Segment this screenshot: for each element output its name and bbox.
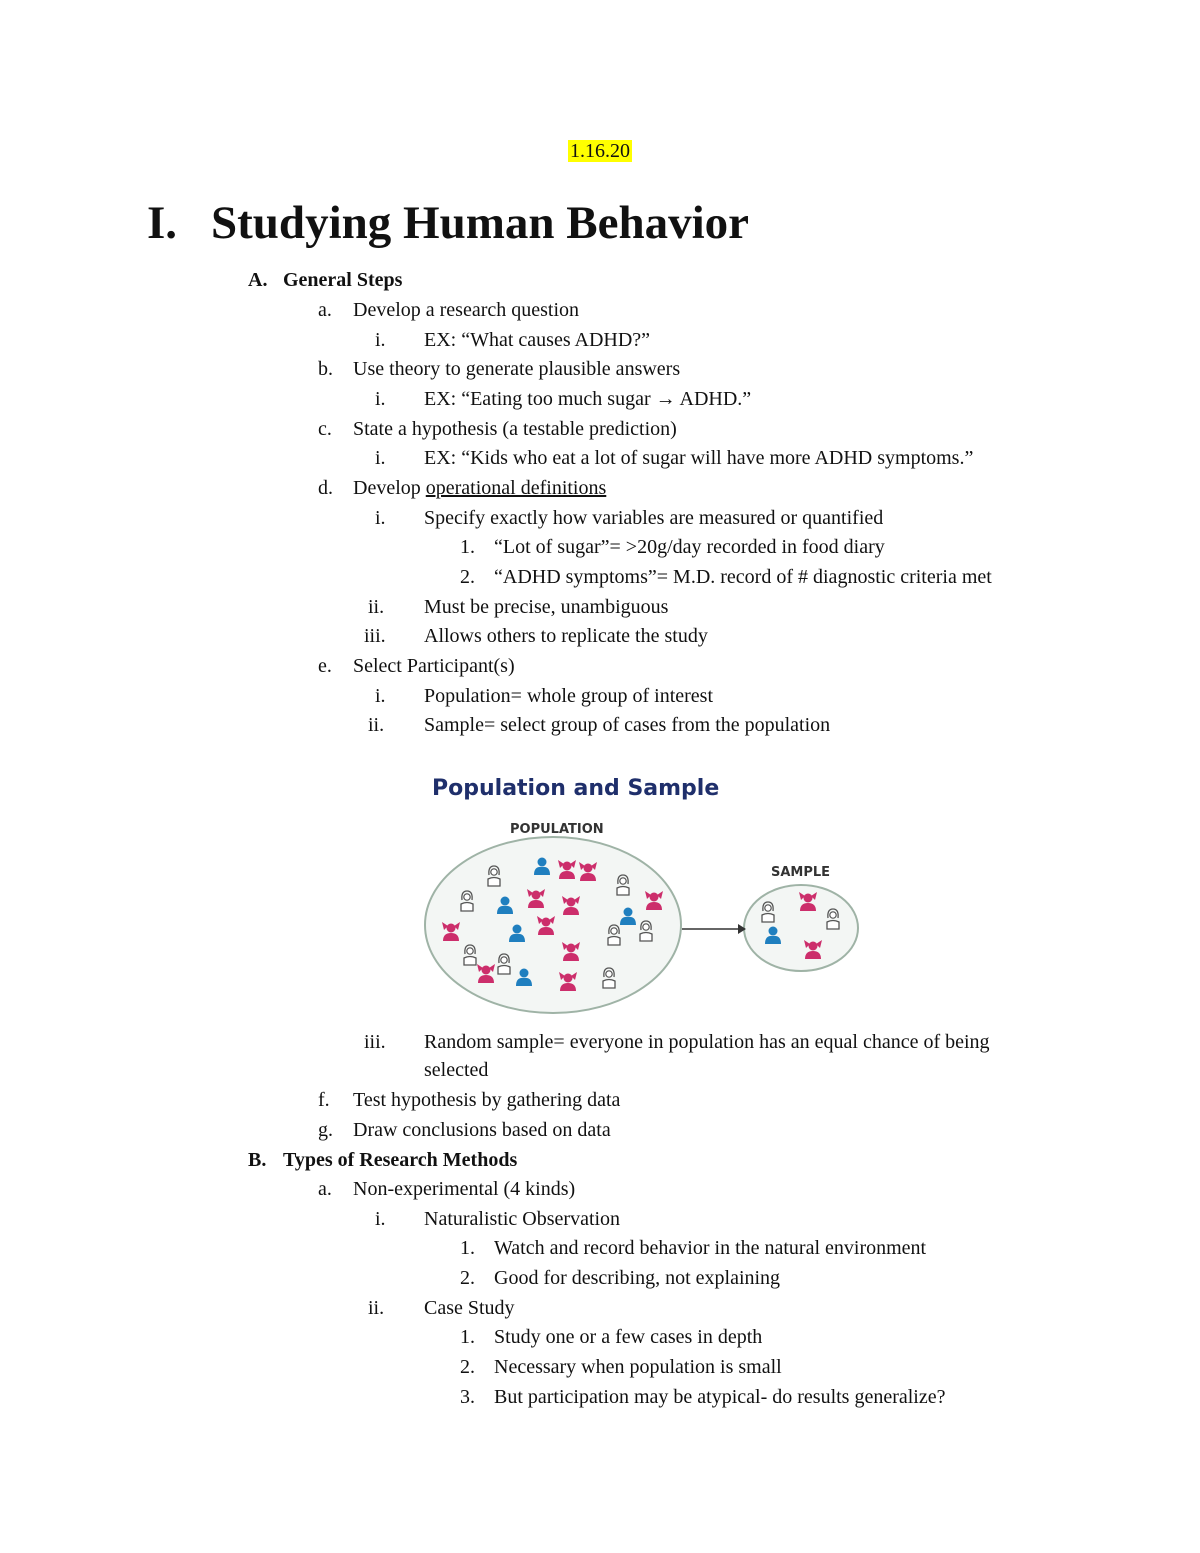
outline-item-B-a-i-2 (494, 1266, 780, 1290)
outline-text: Necessary when population is small (494, 1356, 782, 1378)
date-highlight: 1.16.20 (570, 140, 630, 162)
outline-text: EX: “Eating too much sugar → ADHD.” (424, 388, 752, 410)
outline-item-A (283, 268, 402, 292)
outline-marker: iii. (364, 625, 386, 647)
outline-item-B-a-ii-3 (494, 1385, 946, 1409)
outline-marker: 1. (460, 1326, 475, 1348)
outline-marker: 2. (460, 566, 475, 588)
outline-marker: a. (318, 299, 332, 321)
outline-marker: a. (318, 1178, 332, 1200)
population-sample-diagram (420, 770, 890, 1020)
outline-text: Use theory to generate plausible answers (353, 358, 681, 380)
outline-item-d-i-1 (494, 535, 885, 559)
outline-text: Types of Research Methods (283, 1149, 518, 1171)
outline-marker: ii. (368, 596, 385, 618)
heading-number: I. (147, 197, 178, 249)
outline-marker: i. (375, 507, 386, 529)
outline-text: selected (424, 1059, 489, 1081)
outline-item-B-a-ii (424, 1296, 515, 1320)
outline-marker: B. (248, 1149, 267, 1171)
outline-marker: 3. (460, 1386, 475, 1408)
outline-marker: ii. (368, 714, 385, 736)
outline-item-a (353, 298, 579, 322)
outline-marker: 1. (460, 536, 475, 558)
outline-text: Select Participant(s) (353, 655, 515, 677)
outline-item-e (353, 654, 515, 678)
outline-text: EX: “Kids who eat a lot of sugar will have more ADHD symptoms.” (424, 447, 974, 469)
outline-text: “Lot of sugar”= >20g/day recorded in food diary (494, 536, 885, 558)
outline-item-d-ii (424, 595, 668, 619)
outline-item-B-a-ii-2 (494, 1355, 782, 1379)
outline-marker: i. (375, 329, 386, 351)
outline-marker: f. (318, 1089, 330, 1111)
outline-text: State a hypothesis (a testable prediction) (353, 418, 677, 440)
population-circle (425, 837, 681, 1013)
outline-marker: d. (318, 477, 333, 499)
outline-item-g (353, 1118, 611, 1142)
outline-item-a-i (424, 328, 650, 352)
outline-item-b-i (424, 387, 751, 411)
outline-item-c (353, 417, 677, 441)
outline-item-B-a (353, 1177, 575, 1201)
outline-text: Case Study (424, 1297, 515, 1319)
outline-text: Naturalistic Observation (424, 1208, 621, 1230)
outline-item-B (283, 1148, 517, 1172)
outline-text: Sample= select group of cases from the population (424, 714, 831, 736)
population-sample-figure (420, 770, 890, 1020)
outline-text: Good for describing, not explaining (494, 1267, 781, 1289)
outline-item-d (353, 476, 606, 500)
outline-text: Population= whole group of interest (424, 685, 714, 707)
outline-marker: A. (248, 269, 268, 291)
outline-marker: i. (375, 447, 386, 469)
outline-text: Allows others to replicate the study (424, 625, 708, 647)
outline-text: Watch and record behavior in the natural environment (494, 1237, 927, 1259)
outline-text: Test hypothesis by gathering data (353, 1089, 621, 1111)
outline-text: Specify exactly how variables are measured or quantified (424, 507, 884, 529)
outline-marker: e. (318, 655, 332, 677)
outline-item-b (353, 357, 680, 381)
outline-item-e-ii (424, 713, 830, 737)
outline-text: Study one or a few cases in depth (494, 1326, 763, 1348)
figure-title: Population and Sample (432, 776, 720, 801)
outline-text: Draw conclusions based on data (353, 1119, 611, 1141)
outline-text: “ADHD symptoms”= M.D. record of # diagnostic criteria met (494, 566, 992, 588)
outline-item-e-iii-cont (424, 1058, 488, 1082)
outline-text: Develop a research question (353, 299, 580, 321)
date-line (0, 140, 1200, 163)
outline-marker: 1. (460, 1237, 475, 1259)
outline-item-e-i (424, 684, 713, 708)
outline-text: But participation may be atypical- do results generalize? (494, 1386, 946, 1408)
outline-marker: iii. (364, 1031, 386, 1053)
main-heading (147, 196, 749, 250)
outline-item-d-i-2 (494, 565, 992, 589)
outline-item-B-a-ii-1 (494, 1325, 762, 1349)
outline-underlined-term: operational definitions (425, 477, 607, 499)
outline-item-B-a-i (424, 1207, 620, 1231)
outline-marker: i. (375, 1208, 386, 1230)
outline-marker: ii. (368, 1297, 385, 1319)
outline-item-f (353, 1088, 620, 1112)
outline-text: Random sample= everyone in population has an equal chance of being (424, 1031, 990, 1053)
outline-text: Must be precise, unambiguous (424, 596, 669, 618)
outline-item-d-iii (424, 624, 708, 648)
outline-marker: i. (375, 388, 386, 410)
outline-marker: c. (318, 418, 332, 440)
outline-item-e-iii (424, 1030, 990, 1054)
outline-marker: 2. (460, 1267, 475, 1289)
outline-marker: i. (375, 685, 386, 707)
outline-marker: g. (318, 1119, 333, 1141)
outline-text: Non-experimental (4 kinds) (353, 1178, 576, 1200)
heading-text: Studying Human Behavior (211, 197, 750, 249)
outline-marker: b. (318, 358, 333, 380)
outline-item-d-i (424, 506, 883, 530)
sample-label: SAMPLE (771, 865, 831, 880)
outline-text: General Steps (283, 269, 403, 291)
outline-item-c-i (424, 446, 973, 470)
population-label: POPULATION (510, 822, 604, 837)
outline-text: Develop (353, 477, 426, 499)
outline-item-B-a-i-1 (494, 1236, 926, 1260)
outline-text: EX: “What causes ADHD?” (424, 329, 651, 351)
outline-marker: 2. (460, 1356, 475, 1378)
